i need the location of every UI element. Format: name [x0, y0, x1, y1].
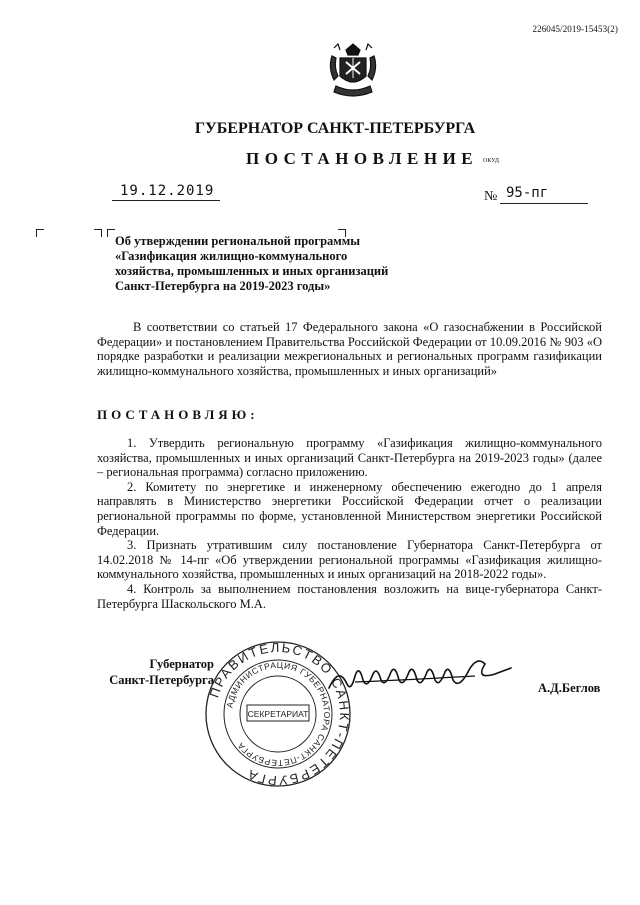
coat-of-arms-icon [326, 42, 380, 104]
decree-heading: ПОСТАНОВЛЯЮ: [97, 407, 259, 422]
document-number: 95-пг [506, 185, 549, 201]
number-underline [500, 203, 588, 204]
document-type-title: ПОСТАНОВЛЕНИЕ [246, 149, 479, 168]
corner-mark [107, 229, 115, 237]
document-date: 19.12.2019 [120, 183, 215, 199]
stamp-outer-text: ПРАВИТЕЛЬСТВО САНКТ-ПЕТЕРБУРГА [206, 639, 353, 789]
stamp-inner-text: АДМИНИСТРАЦИЯ ГУБЕРНАТОРА САНКТ-ПЕТЕРБУРГА [224, 659, 333, 769]
issuer-title: ГУБЕРНАТОР САНКТ-ПЕТЕРБУРГА [194, 120, 476, 137]
document-subject: Об утверждении региональной программы «Газификация жилищно-коммунального хозяйства, промышленных и иных организаций Санкт-Петербурга на 2019-2023 годы» [115, 234, 389, 293]
preamble-paragraph: В соответствии со статьей 17 Федерального закона «О газоснабжении в Российской Федерации» и постановлением Правительства Российской Федерации от 10.09.2016 № 903 «О порядке разработки и реализации межрегиональных и региональных программ газификации жилищно-коммунального хозяйства, промышленных и иных организаций» [97, 320, 602, 378]
date-underline [112, 200, 220, 201]
handwritten-signature [325, 650, 515, 700]
decree-item: 3. Признать утратившим силу постановление Губернатора Санкт-Петербурга от 14.02.2018 № 14-пг «Об утверждении региональной программы «Газификация жилищно-коммунального хозяйства, промышленных и иных организаций на 2018-2022 годы». [97, 538, 602, 582]
okud-label: ОКУД [483, 158, 499, 164]
decree-item: 2. Комитету по энергетике и инженерному обеспечению ежегодно до 1 апреля направлять в Министерство энергетики Российской Федерации отчет о реализации региональной программы по форме, установленной Министерством энергетики Российской Федерации. [97, 479, 602, 538]
corner-mark [94, 229, 102, 237]
stamp-center-text: СЕКРЕТАРИАТ [247, 709, 309, 719]
signatory-name: А.Д.Беглов [538, 681, 601, 695]
corner-mark [36, 229, 44, 237]
number-sign: № [484, 189, 498, 204]
signatory-position-line: Губернатор [149, 657, 214, 671]
decree-item: 4. Контроль за выполнением постановления возложить на вице-губернатора Санкт-Петербурга Шаскольского М.А. [97, 581, 602, 611]
document-registration-number: 226045/2019-15453(2) [532, 24, 618, 34]
signatory-position-line: Санкт-Петербурга [109, 673, 214, 687]
decree-items [97, 436, 602, 611]
signatory-position [90, 656, 214, 688]
decree-item: 1. Утвердить региональную программу «Газификация жилищно-коммунального хозяйства, промышленных и иных организаций Санкт-Петербурга на 2019-2023 годы» (далее – региональная программа) согласно приложению. [97, 436, 602, 480]
